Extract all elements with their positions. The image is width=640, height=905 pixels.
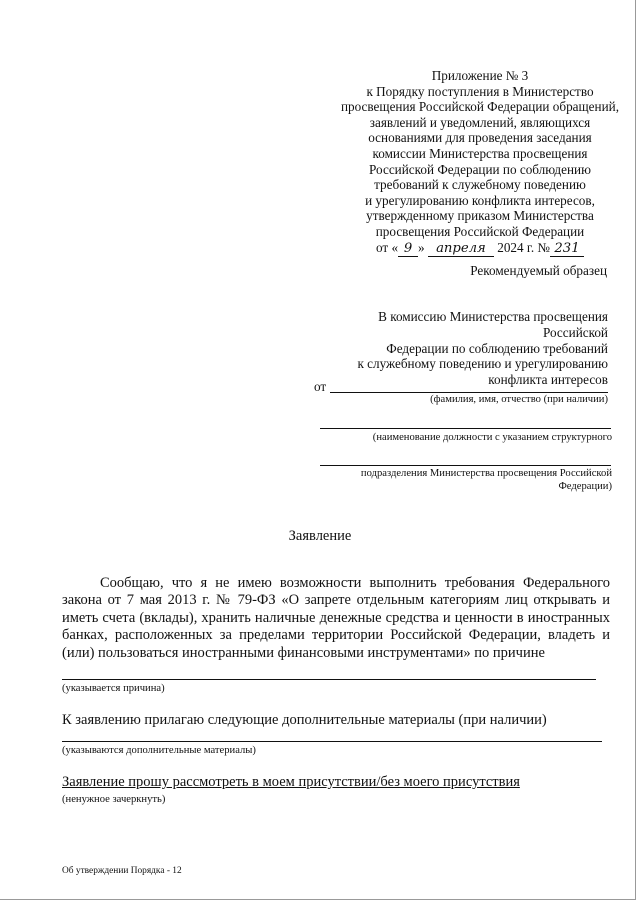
appendix-line: заявлений и уведомлений, являющихся [369, 114, 591, 130]
recommended-sample: Рекомендуемый образец [470, 263, 607, 278]
appendix-line: к Порядку поступления в Министерство [366, 83, 594, 99]
appendix-line: просвещения Российской Федерации [375, 223, 585, 239]
date-month-handwritten: апреля [428, 242, 494, 257]
statement-body: Сообщаю, что я не имею возможности выполнить требования Федерального закона от 7 мая 2013 г. № 79-ФЗ «О запрете отдельным категориям лиц открывать и иметь счета (вклады), хранить наличные денежные средства и ценности в иностранных банках, расположенных за пределами территории Российской Федерации, владеть и (или) пользоваться иностранными финансовыми инструментами» по причине [62, 575, 610, 661]
order-number-handwritten: 231 [550, 242, 584, 257]
appendix-line: Приложение № 3 [431, 68, 529, 83]
name-caption: (фамилия, имя, отчество (при наличии) [430, 394, 608, 405]
date-prefix: от « [375, 239, 399, 255]
strike-caption: (ненужное зачеркнуть) [62, 794, 166, 805]
addressee-line: к служебному поведению и урегулированию [357, 356, 608, 372]
appendix-line: основаниями для проведения заседания [368, 130, 592, 146]
division-line[interactable] [320, 465, 611, 466]
date-day-handwritten: 9 [398, 242, 418, 257]
attachments-caption: (указываются дополнительные материалы) [62, 745, 256, 756]
addressee-line: Федерации по соблюдению требований [386, 340, 608, 356]
reason-line[interactable] [62, 679, 596, 680]
date-mid: » [418, 239, 425, 255]
position-line[interactable] [320, 428, 611, 429]
addressee-block [312, 309, 608, 388]
addressee-line: конфликта интересов [488, 372, 608, 388]
appendix-line: и урегулированию конфликта интересов, [365, 192, 595, 208]
appendix-line: просвещения Российской Федерации обращений, [340, 99, 619, 115]
division-caption [361, 467, 612, 493]
footer-text: Об утверждении Порядка - 12 [62, 866, 182, 876]
order-date-line [330, 240, 630, 257]
from-label: от [314, 379, 327, 394]
reason-caption: (указывается причина) [62, 683, 165, 694]
appendix-line: Российской Федерации по соблюдению [369, 161, 591, 177]
position-caption: (наименование должности с указанием структурного [372, 432, 612, 443]
appendix-line: утвержденному приказом Министерства [366, 208, 594, 224]
attachments-text: К заявлению прилагаю следующие дополнительные материалы (при наличии) [62, 712, 547, 728]
attachments-line[interactable] [62, 741, 602, 742]
document-title: Заявление [288, 528, 352, 544]
division-caption-line: Федерации) [558, 481, 612, 492]
appendix-line: требований к служебному поведению [374, 177, 586, 193]
addressee-line: В комиссию Министерства просвещения Российской [378, 309, 608, 340]
division-caption-line: подразделения Министерства просвещения Российской [360, 468, 612, 479]
date-year: 2024 г. № [497, 239, 551, 255]
appendix-line: комиссии Министерства просвещения [372, 145, 588, 161]
presence-request[interactable]: Заявление прошу рассмотреть в моем присутствии/без моего присутствия [62, 774, 520, 790]
appendix-block [330, 68, 630, 257]
